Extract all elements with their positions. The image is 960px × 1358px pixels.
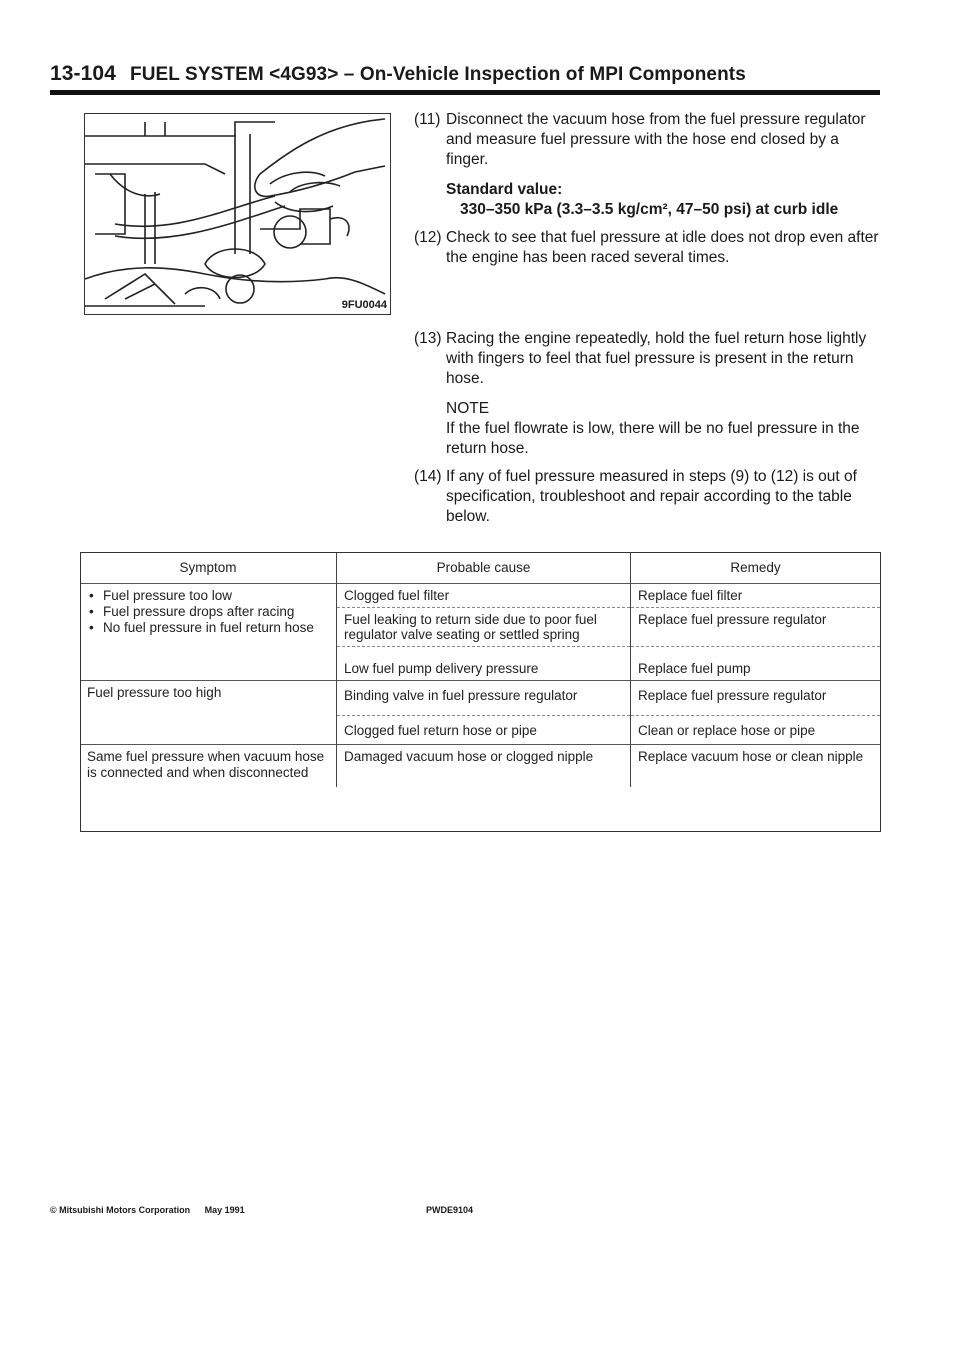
symptom-cell: Fuel pressure too high (80, 681, 337, 745)
footer-date: May 1991 (204, 1205, 245, 1215)
symptom-list (87, 588, 329, 636)
step-number: (14) (414, 468, 442, 485)
standard-value: 330–350 kPa (3.3–3.5 kg/cm², 47–50 psi) at curb idle (460, 201, 839, 218)
symptom-cell: Same fuel pressure when vacuum hose is connected and when disconnected (80, 745, 337, 788)
remedy-cell: Clean or replace hose or pipe (631, 716, 881, 745)
remedy-cell: Replace fuel pressure regulator (631, 608, 881, 647)
note-heading: NOTE (446, 400, 490, 417)
figure-fuel-pressure-regulator (84, 113, 391, 315)
troubleshooting-table (80, 552, 880, 787)
cause-cell: Binding valve in fuel pressure regulator (337, 681, 631, 716)
step-13 (414, 329, 880, 389)
figure-code: 9FU0044 (341, 299, 387, 311)
cause-cell: Fuel leaking to return side due to poor fuel regulator valve seating or settled spring (337, 608, 631, 647)
fuel-pressure-regulator-illustration-icon (85, 114, 390, 314)
footer-copyright (50, 1205, 245, 1215)
step-14 (414, 467, 880, 527)
step-text: Check to see that fuel pressure at idle does not drop even after the engine has been raced several times. (446, 229, 879, 266)
steps-block-2 (414, 329, 880, 537)
symptom-item: • No fuel pressure in fuel return hose (87, 620, 329, 636)
page-number: 13-104 (50, 62, 116, 85)
table-row (80, 745, 880, 788)
section-title: FUEL SYSTEM <4G93> – On-Vehicle Inspection of MPI Components (130, 64, 746, 85)
table-row (80, 584, 880, 608)
step-text: Racing the engine repeatedly, hold the fuel return hose lightly with fingers to feel that fuel pressure is present in the return hose. (446, 330, 867, 387)
symptom-item: • Fuel pressure too low (87, 588, 329, 604)
table-row (80, 681, 880, 716)
remedy-cell: Replace fuel pressure regulator (631, 681, 881, 716)
cause-cell: Clogged fuel return hose or pipe (337, 716, 631, 745)
remedy-cell: Replace vacuum hose or clean nipple (631, 745, 881, 788)
column-header-remedy: Remedy (631, 552, 881, 584)
steps-block-1 (414, 110, 880, 278)
cause-cell: Low fuel pump delivery pressure (337, 647, 631, 681)
note-text: If the fuel flowrate is low, there will be no fuel pressure in the return hose. (446, 420, 860, 457)
symptom-item: • Fuel pressure drops after racing (87, 604, 329, 620)
symptom-cell (80, 584, 337, 681)
step-11 (414, 110, 880, 170)
standard-value-label: Standard value: (446, 181, 563, 198)
header-rule (50, 90, 880, 95)
step-text: Disconnect the vacuum hose from the fuel pressure regulator and measure fuel pressure with the hose end closed by a finger. (446, 111, 866, 168)
remedy-cell: Replace fuel filter (631, 584, 881, 608)
step-12 (414, 228, 880, 268)
copyright-text: © Mitsubishi Motors Corporation (50, 1205, 191, 1215)
cause-cell: Clogged fuel filter (337, 584, 631, 608)
page-header (50, 62, 746, 86)
step-text: If any of fuel pressure measured in steps (9) to (12) is out of specification, troubleshoot and repair according to the table below. (446, 468, 857, 525)
cause-cell: Damaged vacuum hose or clogged nipple (337, 745, 631, 788)
footer-code: PWDE9104 (426, 1205, 474, 1215)
column-header-symptom: Symptom (80, 552, 337, 584)
column-header-probable-cause: Probable cause (337, 552, 631, 584)
step-number: (13) (414, 330, 442, 347)
remedy-cell: Replace fuel pump (631, 647, 881, 681)
step-number: (11) (414, 111, 441, 128)
step-number: (12) (414, 229, 442, 246)
